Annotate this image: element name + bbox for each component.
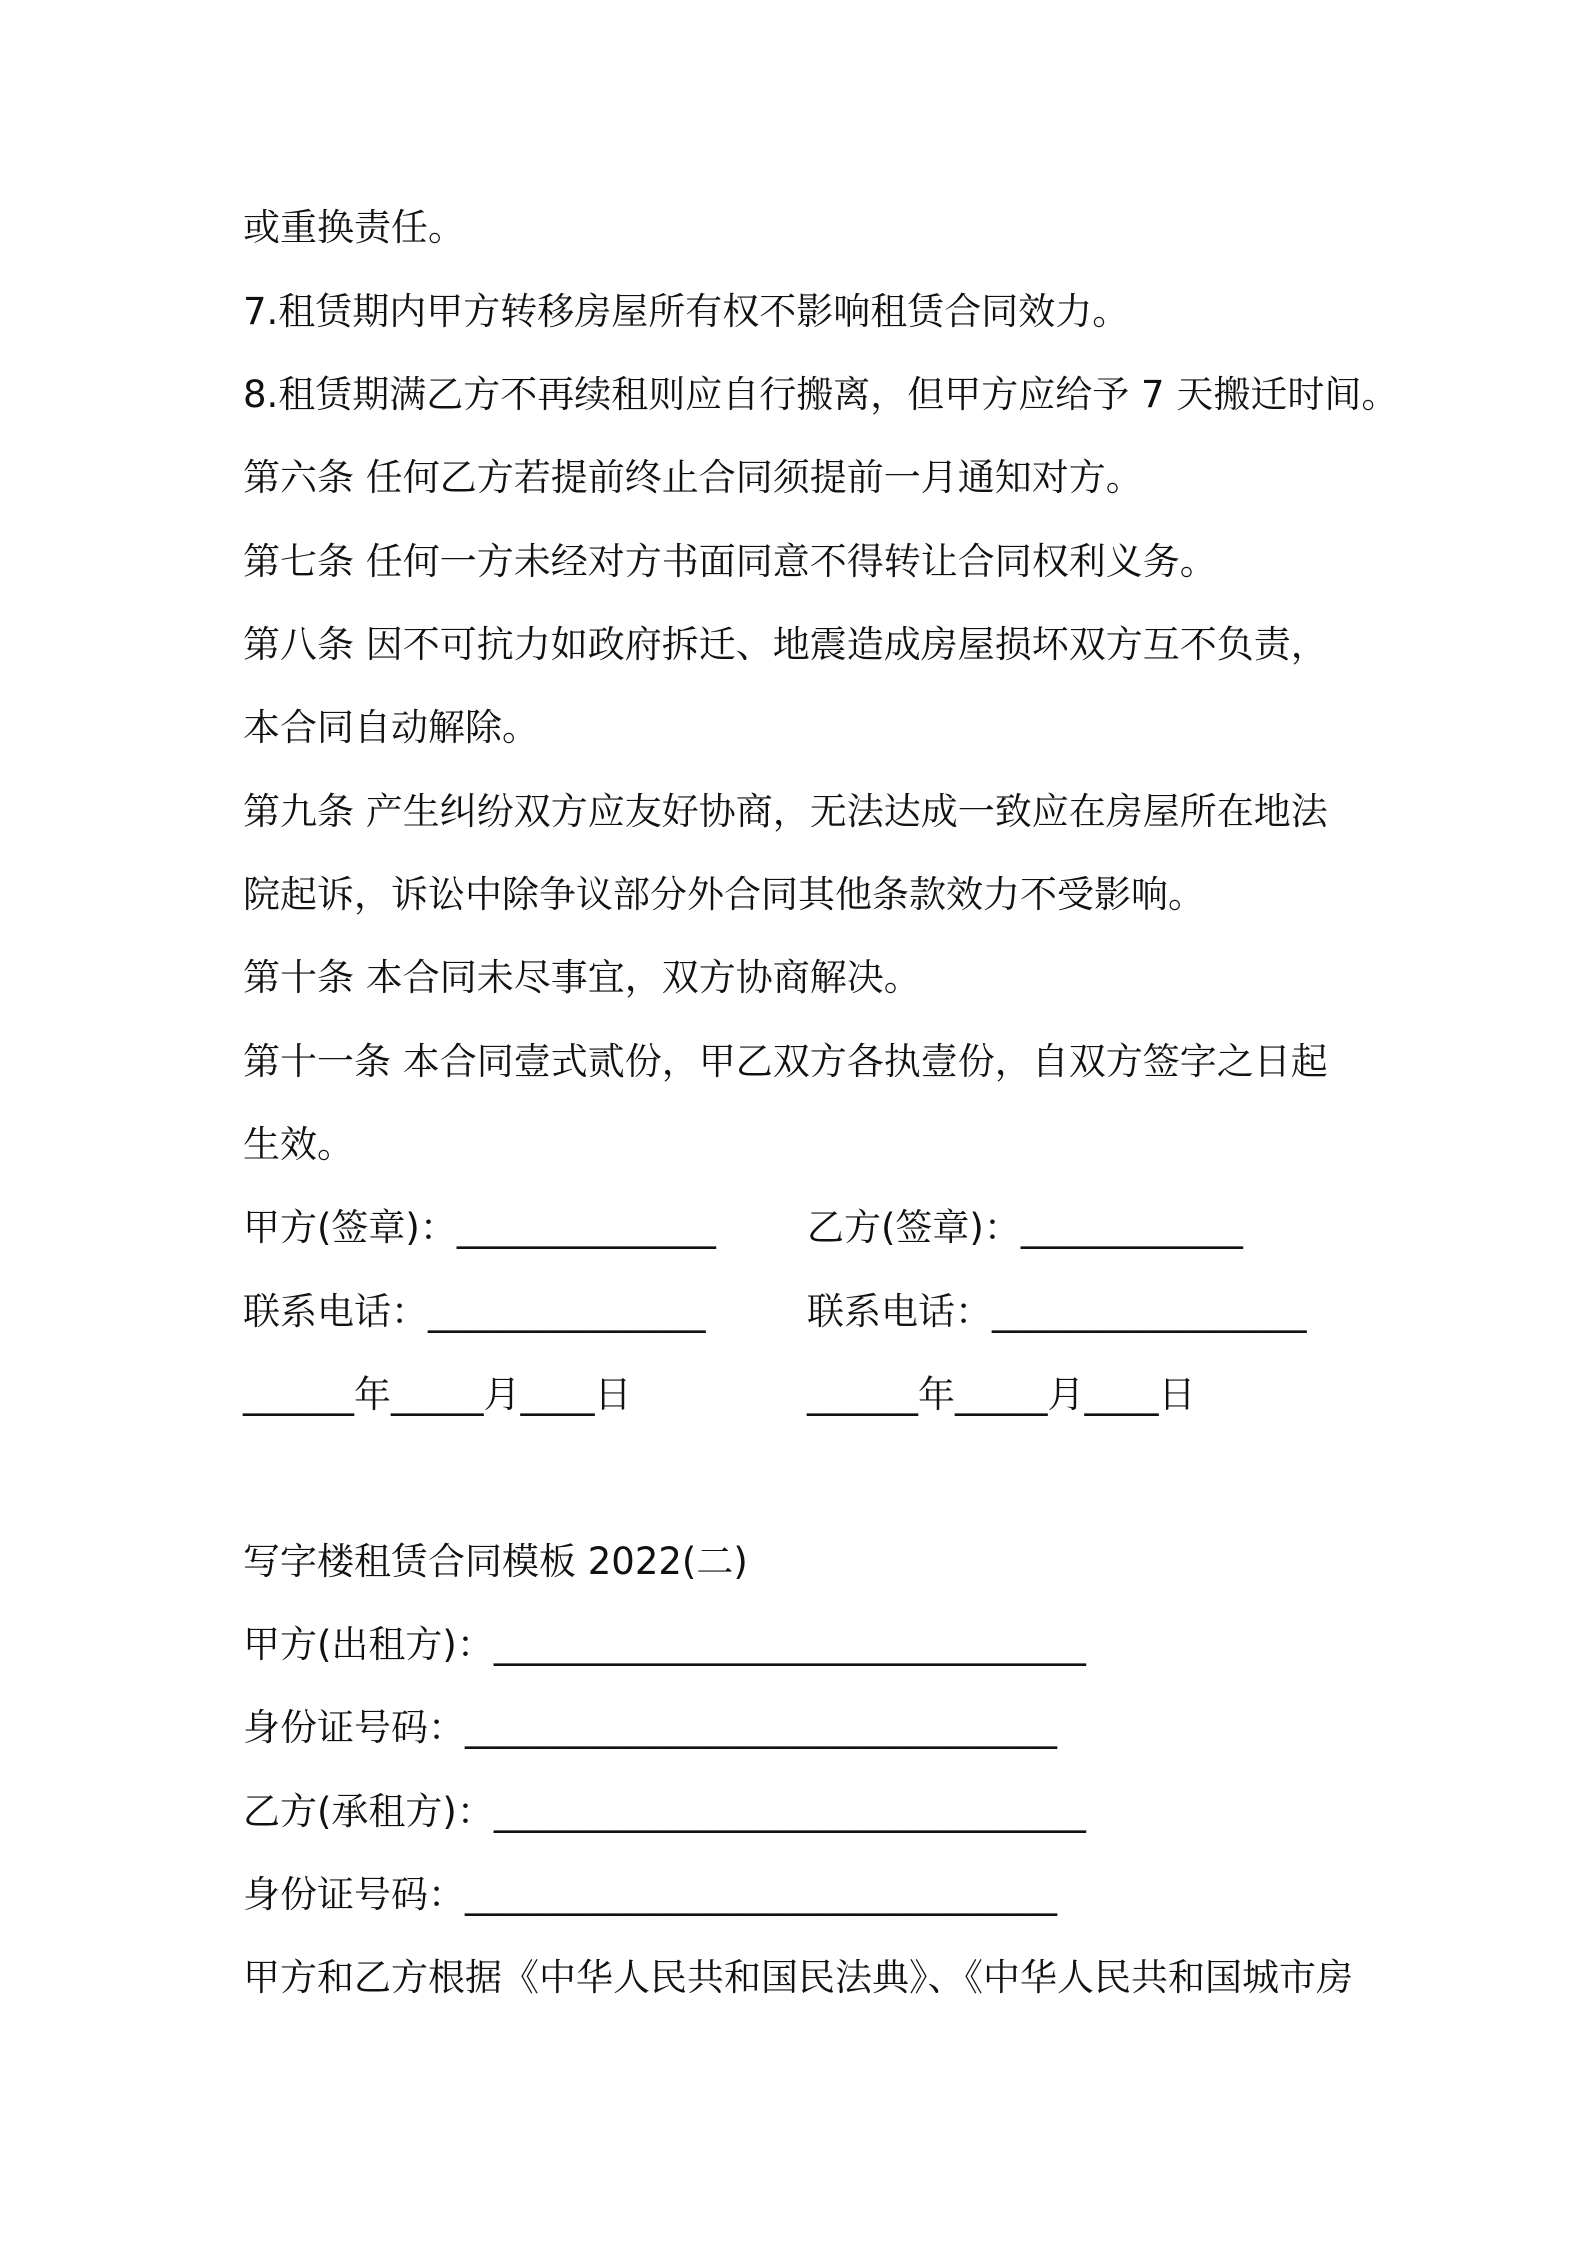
lessor-field: 甲方(出租方)：________________________________ bbox=[243, 1623, 1086, 1666]
lessor-id-field: 身份证号码：________________________________ bbox=[243, 1706, 1057, 1749]
paragraph-line: 院起诉，诉讼中除争议部分外合同其他条款效力不受影响。 bbox=[243, 873, 1205, 916]
second-contract-title: 写字楼租赁合同模板 2022(二) bbox=[243, 1540, 748, 1583]
paragraph-line: 第十一条 本合同壹式贰份，甲乙双方各执壹份，自双方签字之日起 bbox=[243, 1040, 1328, 1083]
party-a-signature-field: 甲方(签章)：______________ bbox=[243, 1206, 716, 1249]
paragraph-line: 8.租赁期满乙方不再续租则应自行搬离，但甲方应给予 7 天搬迁时间。 bbox=[243, 373, 1399, 416]
contract-intro-line: 甲方和乙方根据《中华人民共和国民法典》、《中华人民共和国城市房 bbox=[243, 1956, 1353, 1999]
paragraph-line: 第七条 任何一方未经对方书面同意不得转让合同权利义务。 bbox=[243, 540, 1217, 583]
paragraph-line: 第九条 产生纠纷双方应友好协商，无法达成一致应在房屋所在地法 bbox=[243, 790, 1328, 833]
party-a-date-field: ______年_____月____日 bbox=[243, 1373, 632, 1416]
paragraph-line: 本合同自动解除。 bbox=[243, 706, 539, 749]
party-b-date-field: ______年_____月____日 bbox=[807, 1373, 1196, 1416]
paragraph-line: 或重换责任。 bbox=[243, 206, 465, 249]
paragraph-line: 第十条 本合同未尽事宜，双方协商解决。 bbox=[243, 956, 921, 999]
lessee-field: 乙方(承租方)：________________________________ bbox=[243, 1790, 1086, 1833]
paragraph-line: 7.租赁期内甲方转移房屋所有权不影响租赁合同效力。 bbox=[243, 290, 1130, 333]
party-a-phone-field: 联系电话：_______________ bbox=[243, 1290, 706, 1333]
party-b-phone-field: 联系电话：_________________ bbox=[807, 1290, 1307, 1333]
paragraph-line: 第八条 因不可抗力如政府拆迁、地震造成房屋损坏双方互不负责， bbox=[243, 623, 1328, 666]
lessee-id-field: 身份证号码：________________________________ bbox=[243, 1873, 1057, 1916]
paragraph-line: 第六条 任何乙方若提前终止合同须提前一月通知对方。 bbox=[243, 456, 1143, 499]
party-b-signature-field: 乙方(签章)：____________ bbox=[807, 1206, 1243, 1249]
paragraph-line: 生效。 bbox=[243, 1123, 354, 1166]
